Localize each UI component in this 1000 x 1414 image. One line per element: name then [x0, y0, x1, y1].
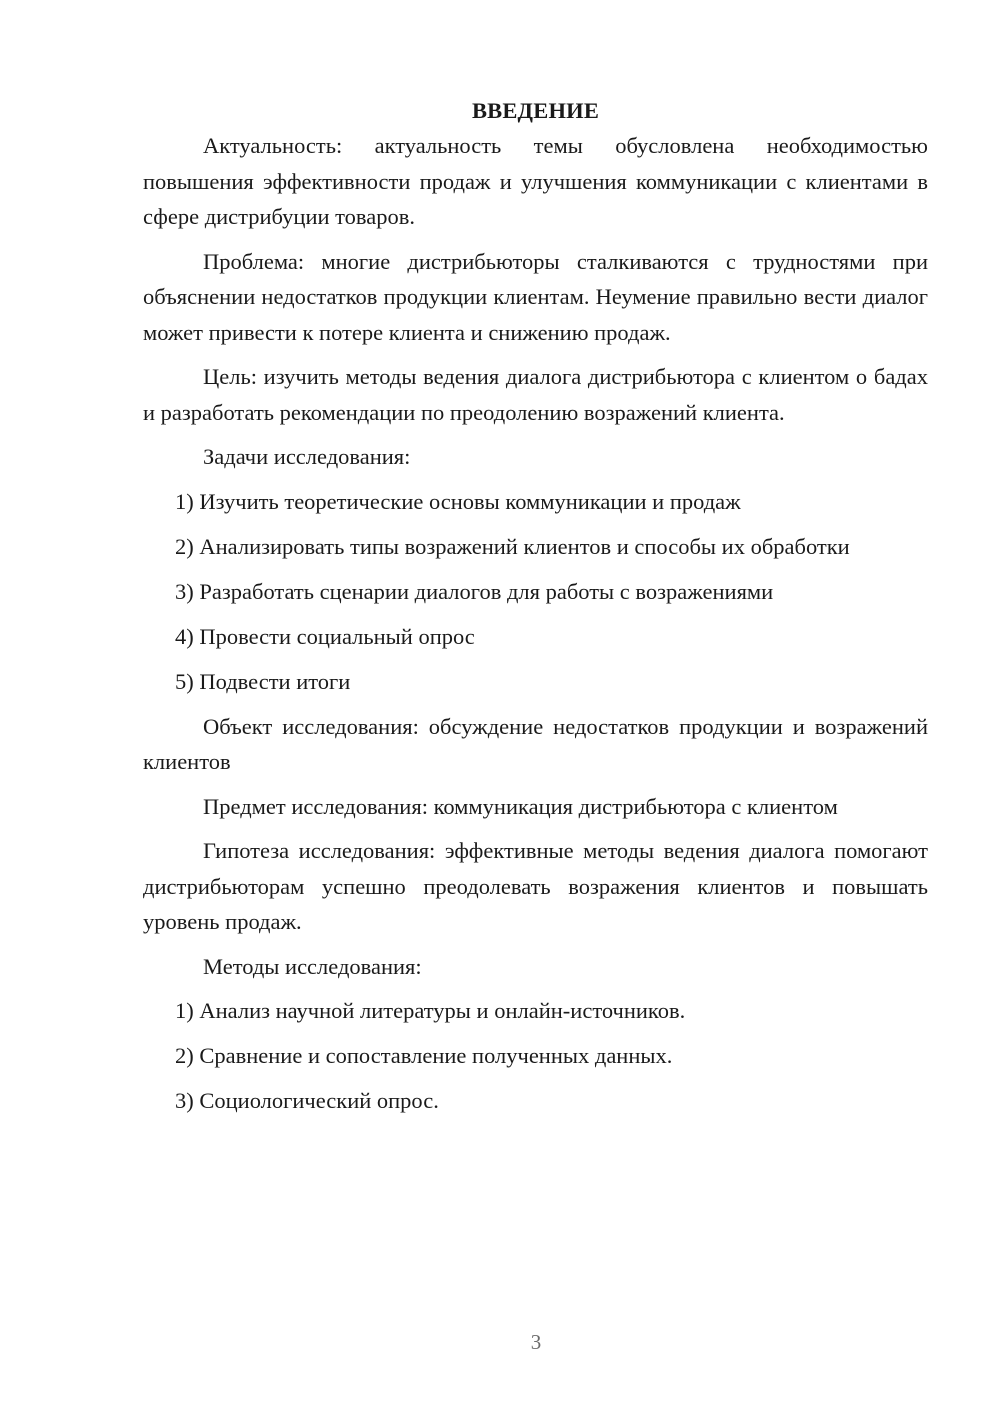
tasks-list-item: 5) Подвести итоги [175, 668, 351, 694]
subject-paragraph: Предмет исследования: коммуникация дистрибьютора с клиентом [203, 793, 838, 819]
page-number: 3 [530, 1330, 542, 1354]
object-paragraph: Объект исследования: обсуждение недостатков продукции и возражений клиентов [143, 713, 928, 774]
tasks-list-item: 2) Анализировать типы возражений клиентов и способы их обработки [175, 533, 850, 559]
methods-list [143, 993, 928, 1119]
tasks-label: Задачи исследования: [203, 444, 411, 469]
goal-paragraph: Цель: изучить методы ведения диалога дистрибьютора с клиентом о бадах и разработать рекомендации по преодолению возражений клиента. [143, 364, 928, 425]
hypothesis-paragraph: Гипотеза исследования: эффективные методы ведения диалога помогают дистрибьюторам успешно преодолевать возражения клиентов и повышать уровень продаж. [143, 838, 928, 934]
section-heading: ВВЕДЕНИЕ [471, 98, 600, 123]
tasks-list [143, 484, 928, 700]
methods-list-item: 2) Сравнение и сопоставление полученных данных. [175, 1043, 673, 1068]
tasks-list-item: 3) Разработать сценарии диалогов для работы с возражениями [175, 578, 774, 604]
tasks-list-item: 4) Провести социальный опрос [175, 623, 475, 649]
methods-list-item: 1) Анализ научной литературы и онлайн-источников. [175, 998, 686, 1023]
page-content [143, 93, 928, 1128]
relevance-paragraph: Актуальность: актуальность темы обусловлена необходимостью повышения эффективности продаж и улучшения коммуникации с клиентами в сфере дистрибуции товаров. [143, 133, 928, 229]
problem-paragraph: Проблема: многие дистрибьюторы сталкиваются с трудностями при объяснении недостатков продукции клиентам. Неумение правильно вести диалог может привести к потере клиента и снижению продаж. [143, 248, 928, 345]
methods-label: Методы исследования: [203, 953, 422, 979]
tasks-list-item: 1) Изучить теоретические основы коммуникации и продаж [175, 488, 741, 514]
methods-list-item: 3) Социологический опрос. [175, 1088, 439, 1113]
